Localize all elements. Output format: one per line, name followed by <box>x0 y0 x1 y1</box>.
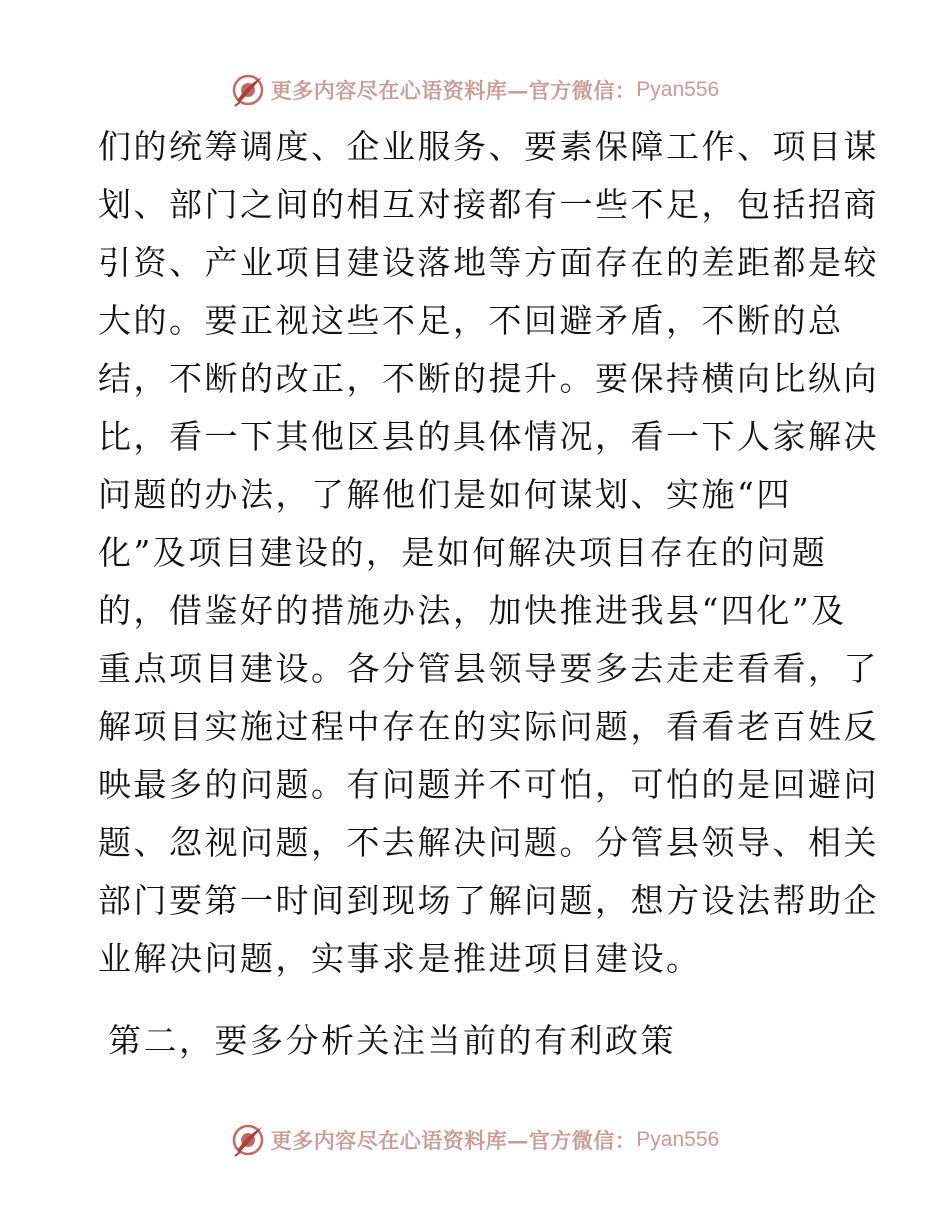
paragraph-line: 结，不断的改正，不断的提升。要保持横向比纵向 <box>98 359 879 398</box>
paragraph-line: 解项目实施过程中存在的实际问题，看看老百姓反 <box>98 707 879 746</box>
paragraph-line: 业解决问题，实事求是推进项目建设。 <box>98 939 702 978</box>
feather-quill-circle-icon <box>231 1123 265 1157</box>
paragraph-line: 大的。要正视这些不足，不回避矛盾，不断的总 <box>98 301 844 340</box>
paragraph-line: 问题的办法，了解他们是如何谋划、实施“四 <box>98 475 792 514</box>
watermark-text: 更多内容尽在心语资料库—官方微信： <box>270 78 637 103</box>
watermark-header <box>0 70 950 110</box>
paragraph-line: 重点项目建设。各分管县领导要多去走走看看，了 <box>98 649 879 688</box>
feather-quill-circle-icon <box>231 73 265 107</box>
watermark-footer <box>0 1120 950 1160</box>
paragraph-line: 映最多的问题。有问题并不可怕，可怕的是回避问 <box>98 765 879 804</box>
paragraph-line: 比，看一下其他区县的具体情况，看一下人家解决 <box>98 417 879 456</box>
paragraph-line: 部门要第一时间到现场了解问题，想方设法帮助企 <box>98 881 879 920</box>
paragraph-line: 引资、产业项目建设落地等方面存在的差距都是较 <box>98 243 879 282</box>
paragraph-line: 们的统筹调度、企业服务、要素保障工作、项目谋 <box>98 127 879 166</box>
document-paragraph <box>98 118 879 988</box>
watermark-wechat-id: Pyan556 <box>636 78 720 101</box>
paragraph-line: 的，借鉴好的措施办法，加快推进我县“四化”及 <box>98 591 847 630</box>
paragraph-line: 划、部门之间的相互对接都有一些不足，包括招商 <box>98 185 879 224</box>
paragraph-line: 题、忽视问题，不去解决问题。分管县领导、相关 <box>98 823 879 862</box>
section-heading: 第二，要多分析关注当前的有利政策 <box>108 1021 676 1060</box>
watermark-text: 更多内容尽在心语资料库—官方微信： <box>270 1128 637 1153</box>
paragraph-line: 化”及项目建设的，是如何解决项目存在的问题 <box>98 533 828 572</box>
watermark-wechat-id: Pyan556 <box>636 1128 720 1151</box>
